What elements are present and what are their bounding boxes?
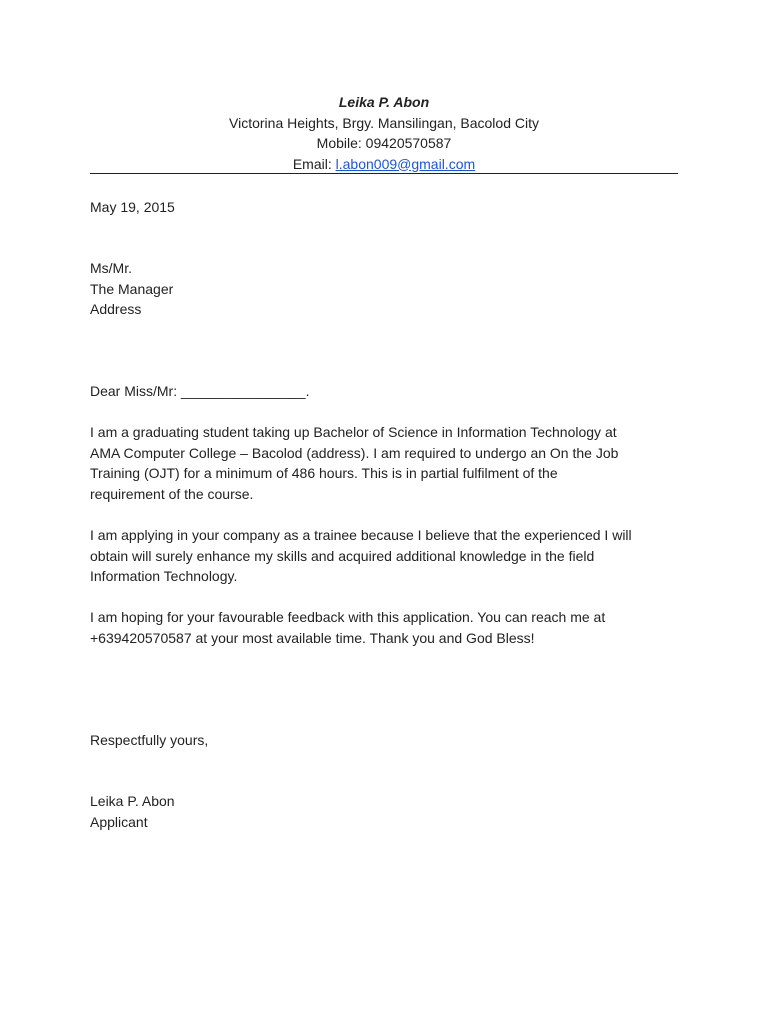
paragraph-1 (90, 422, 680, 504)
letter-date: May 19, 2015 (90, 199, 175, 215)
paragraph-line: requirement of the course. (90, 485, 254, 502)
sender-mobile: Mobile: 09420570587 (316, 135, 452, 151)
email-link[interactable]: l.abon009@gmail.com (335, 155, 476, 172)
email-label: Email: (292, 155, 336, 172)
recipient-address: Address (90, 301, 142, 317)
paragraph-3 (90, 607, 680, 648)
paragraph-line: Training (OJT) for a minimum of 486 hours. This is in partial fulfilment of the (90, 465, 558, 481)
paragraph-line: I am applying in your company as a trainee because I believe that the experienced I will (90, 527, 632, 543)
paragraph-line: Information Technology. (90, 568, 238, 584)
greeting: Dear Miss/Mr: ________________. (90, 383, 310, 399)
closing: Respectfully yours, (90, 732, 209, 748)
paragraph-2 (90, 525, 680, 587)
paragraph-line: I am a graduating student taking up Bachelor of Science in Information Technology at (90, 424, 617, 440)
recipient-salutation: Ms/Mr. (90, 260, 132, 276)
signature-role: Applicant (90, 813, 148, 830)
recipient-title: The Manager (90, 280, 174, 297)
sender-email (90, 154, 678, 175)
paragraph-line: obtain will surely enhance my skills and acquired additional knowledge in the field (90, 547, 595, 564)
paragraph-line: AMA Computer College – Bacolod (address). I am required to undergo an On the Job (90, 444, 619, 461)
paragraph-line: I am hoping for your favourable feedback with this application. You can reach me at (90, 609, 606, 625)
sender-address: Victorina Heights, Brgy. Mansilingan, Bacolod City (229, 114, 539, 131)
signature-name: Leika P. Abon (90, 793, 175, 809)
sender-name: Leika P. Abon (338, 94, 430, 110)
header-divider (90, 173, 678, 174)
paragraph-line: +639420570587 at your most available time. Thank you and God Bless! (90, 629, 535, 646)
